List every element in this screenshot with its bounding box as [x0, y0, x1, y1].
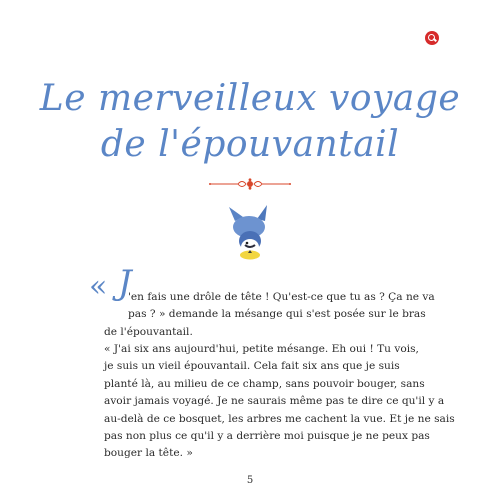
blue-tit-bird-icon [223, 203, 275, 261]
paragraph-line: avoir jamais voyagé. Je ne saurais même pas te dire ce qu'il y a [104, 395, 445, 408]
flourish-ornament-icon [208, 178, 292, 190]
page-title-line-1: Le merveilleux voyage [39, 78, 461, 119]
paragraph-line: pas non plus ce qu'il y a derrière moi puisque je ne peux pas [104, 430, 430, 443]
paragraph-line: 'en fais une drôle de tête ! Qu'est-ce que tu as ? Ça ne va [128, 291, 435, 303]
paragraph-line: bouger la tête. » [104, 447, 193, 460]
story-paragraph-2 [104, 341, 455, 463]
story-paragraph-1 [104, 289, 435, 341]
page-number: 5 [246, 475, 254, 486]
paragraph-line: de l'épouvantail. [104, 325, 193, 338]
paragraph-line: au-delà de ce bosquet, les arbres me cachent la vue. Et je ne sais [104, 412, 455, 425]
paragraph-line: pas ? » demande la mésange qui s'est posée sur le bras [128, 308, 426, 321]
opening-quote-mark: « [89, 269, 108, 304]
paragraph-line: je suis un vieil épouvantail. Cela fait six ans que je suis [104, 360, 400, 373]
publisher-logo-icon [425, 31, 439, 45]
paragraph-line: planté là, au milieu de ce champ, sans pouvoir bouger, sans [104, 377, 425, 390]
drop-cap-letter: J [118, 263, 132, 303]
page-title-line-2: de l'épouvantail [100, 124, 400, 165]
paragraph-line: « J'ai six ans aujourd'hui, petite mésange. Eh oui ! Tu vois, [104, 343, 419, 355]
